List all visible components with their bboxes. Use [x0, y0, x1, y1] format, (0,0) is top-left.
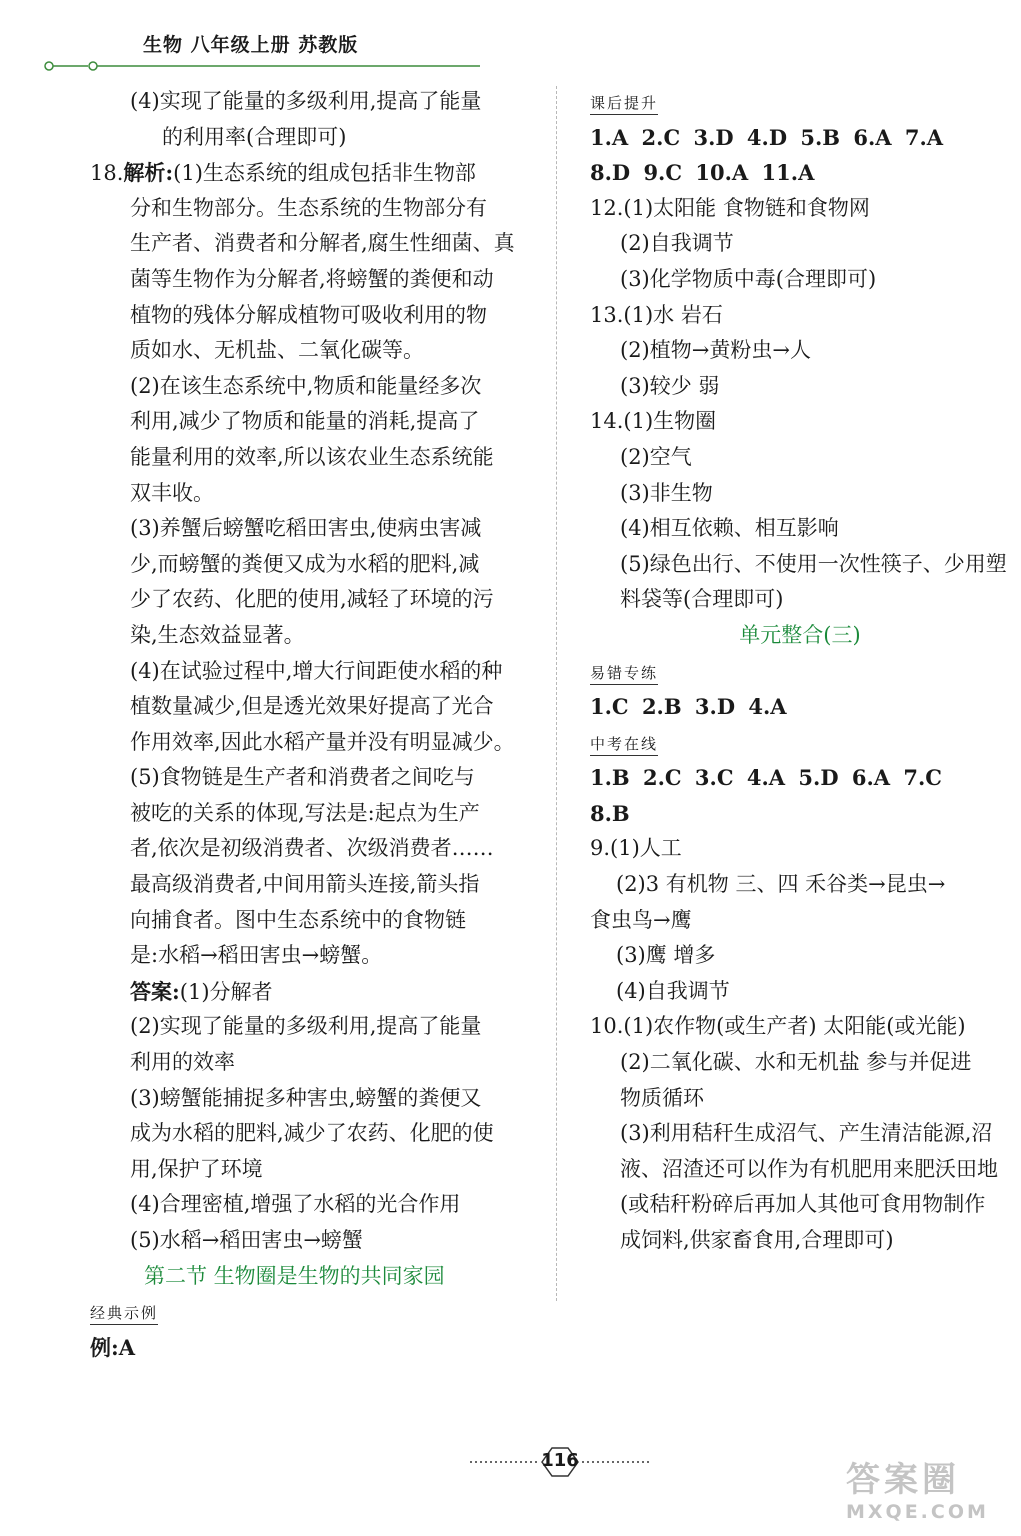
text-line: (3)非生物 [620, 480, 713, 505]
analysis-label: 解析: [123, 160, 174, 186]
text-line: (2)在该生态系统中,物质和能量经多次 [130, 373, 482, 398]
text-line: (4)相互依赖、相互影响 [620, 516, 839, 541]
text-line: (2)二氧化碳、水和无机盐 参与并促进 [620, 1050, 972, 1075]
text-line: 成为水稻的肥料,减少了农药、化肥的使 [130, 1121, 494, 1146]
section-title: 第二节 生物圈是生物的共同家园 [144, 1263, 445, 1288]
text-line: (3)较少 弱 [620, 373, 720, 398]
text-line: 被吃的关系的体现,写法是:起点为生产 [130, 800, 480, 825]
answer-header [90, 974, 530, 1010]
header-decoration [44, 60, 484, 72]
mcq-answers: 1.A 2.C 3.D 4.D 5.B 6.A 7.A [590, 124, 944, 150]
text-line: 14.(1)生物圈 [590, 409, 717, 434]
watermark-logo-text: 答案圈 [846, 1460, 960, 1500]
header-title: 生物 八年级上册 苏教版 [143, 34, 359, 56]
section-tag-row [90, 1294, 530, 1330]
text-line: 菌等生物作为分解者,将螃蟹的粪便和动 [130, 266, 494, 291]
text-line: (4)在试验过程中,增大行间距使水稻的种 [130, 658, 503, 683]
text-line: (2)3 有机物 三、四 禾谷类→昆虫→ [616, 872, 946, 897]
text-line: 利用的效率 [130, 1050, 235, 1075]
question-18-header [90, 155, 530, 191]
text-line: (或秸秆粉碎后再加人其他可食用物制作 [620, 1192, 986, 1217]
text-line: (3)化学物质中毒(合理即可) [620, 266, 877, 291]
text-line: (2)植物→黄粉虫→人 [620, 338, 811, 363]
text-line: 的利用率(合理即可) [162, 124, 347, 149]
text-line: (3)鹰 增多 [616, 943, 716, 968]
example-answer: 例:A [90, 1334, 136, 1360]
text-line: (4)实现了能量的多级利用,提高了能量 [130, 89, 482, 113]
text-line: (1)分解者 [179, 979, 273, 1004]
text-line: (2)空气 [620, 444, 692, 469]
section-tag-row [590, 725, 1021, 761]
left-column [90, 84, 530, 1365]
text-line: 13.(1)水 岩石 [590, 302, 723, 327]
watermark-url: MXQE.COM [846, 1501, 989, 1523]
text-line: 利用,减少了物质和能量的消耗,提高了 [130, 409, 480, 434]
text-line: 是:水稻→稻田害虫→螃蟹。 [130, 943, 383, 968]
text-line: 质如水、无机盐、二氧化碳等。 [130, 338, 424, 363]
mcq-answers: 8.B [590, 800, 630, 826]
mcq-answers: 8.D 9.C 10.A 11.A [590, 160, 815, 186]
page-number: 116 [541, 1450, 579, 1471]
text-line: 双丰收。 [130, 480, 214, 505]
text-line: (2)实现了能量的多级利用,提高了能量 [130, 1014, 482, 1039]
section-tag: 课后提升 [590, 92, 658, 115]
answer-label: 答案: [130, 978, 180, 1004]
section-tag: 中考在线 [590, 733, 658, 756]
text-line: 植物的残体分解成植物可吸收利用的物 [130, 302, 487, 327]
text-line: 料袋等(合理即可) [620, 587, 784, 612]
text-line: 分和生物部分。生态系统的生物部分有 [130, 195, 487, 220]
text-line: (3)养蟹后螃蟹吃稻田害虫,使病虫害减 [130, 516, 482, 541]
column-divider [556, 86, 557, 1301]
section-tag: 经典示例 [90, 1302, 158, 1325]
text-line: 作用效率,因此水稻产量并没有明显减少。 [130, 729, 515, 754]
text-line: 12.(1)太阳能 食物链和食物网 [590, 195, 870, 220]
text-line: (5)水稻→稻田害虫→螃蟹 [130, 1228, 363, 1252]
section-tag-row [590, 654, 1021, 690]
text-line: 向捕食者。图中生态系统中的食物链 [130, 907, 466, 932]
text-line: 者,依次是初级消费者、次级消费者…… [130, 836, 494, 861]
mcq-answers: 1.B 2.C 3.C 4.A 5.D 6.A 7.C [590, 765, 943, 791]
text-line: (1)生态系统的组成包括非生物部 [173, 161, 476, 186]
text-line: (5)绿色出行、不使用一次性筷子、少用塑 [620, 551, 1007, 576]
text-line: (4)合理密植,增强了水稻的光合作用 [130, 1192, 461, 1217]
page-header [0, 0, 1021, 80]
text-line: 液、沼渣还可以作为有机肥用来肥沃田地 [620, 1156, 998, 1181]
text-line: 能量利用的效率,所以该农业生态系统能 [130, 444, 494, 469]
watermark [846, 1452, 989, 1523]
text-line: 物质循环 [620, 1085, 704, 1110]
question-number: 18. [90, 161, 124, 186]
section-tag-row [590, 84, 1021, 120]
text-line: 食虫鸟→鹰 [590, 907, 692, 932]
text-line: (3)螃蟹能捕捉多种害虫,螃蟹的粪便又 [130, 1085, 482, 1110]
text-line: 染,生态效益显著。 [130, 622, 305, 647]
text-line: (3)利用秸秆生成沼气、产生清洁能源,沼 [620, 1121, 993, 1146]
text-line: (5)食物链是生产者和消费者之间吃与 [130, 765, 475, 790]
text-line: 成饲料,供家畜食用,合理即可) [620, 1228, 894, 1252]
text-line: 9.(1)人工 [590, 836, 682, 861]
unit-title: 单元整合(三) [739, 622, 861, 647]
text-line: 生产者、消费者和分解者,腐生性细菌、真 [130, 231, 515, 256]
mcq-answers: 1.C 2.B 3.D 4.A [590, 694, 787, 720]
text-line: 10.(1)农作物(或生产者) 太阳能(或光能) [590, 1014, 966, 1039]
section-tag: 易错专练 [590, 662, 658, 685]
text-line: 用,保护了环境 [130, 1156, 263, 1181]
text-line: 少,而螃蟹的粪便又成为水稻的肥料,减 [130, 551, 480, 576]
text-line: (2)自我调节 [620, 231, 734, 256]
right-column [590, 84, 1021, 1259]
text-line: 植数量减少,但是透光效果好提高了光合 [130, 694, 494, 719]
text-line: 最高级消费者,中间用箭头连接,箭头指 [130, 872, 480, 897]
text-line: 少了农药、化肥的使用,减轻了环境的污 [130, 587, 494, 612]
text-line: (4)自我调节 [616, 978, 730, 1003]
